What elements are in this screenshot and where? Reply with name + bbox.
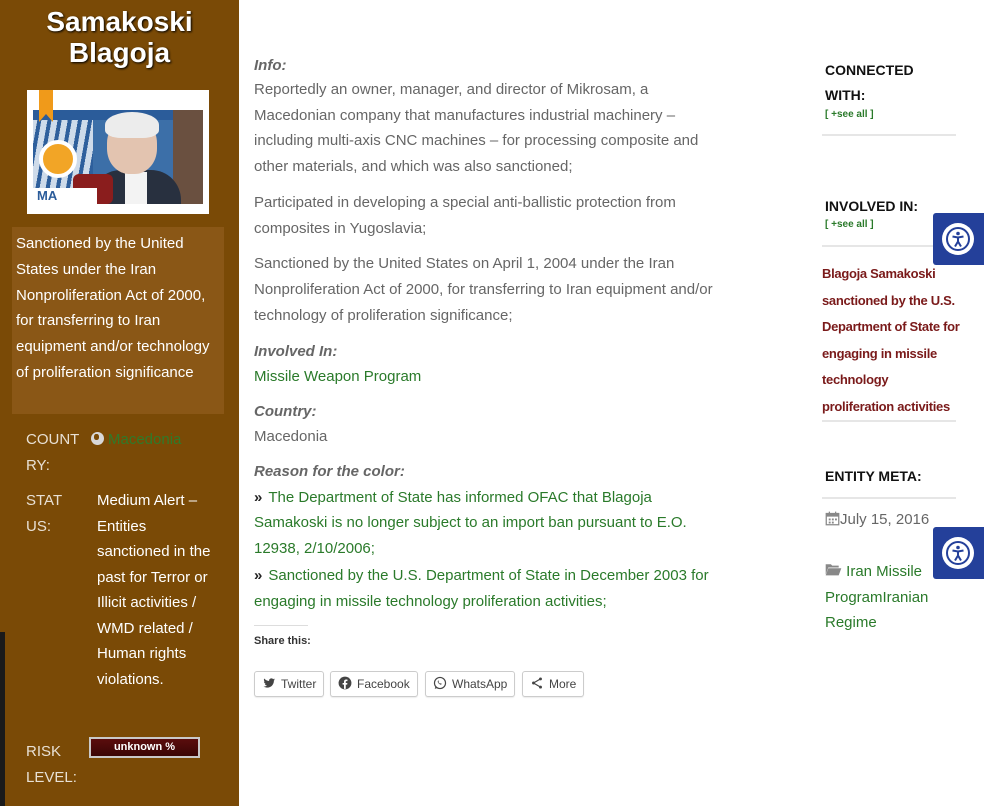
connected-heading-line2: WITH: [825, 87, 866, 103]
entity-name-line2: Blagoja [68, 37, 171, 68]
involved-description[interactable]: Blagoja Samakoski sanctioned by the U.S. Department of State for engaging in missile technology proliferation activities [822, 266, 960, 414]
status-label-2: US: [26, 517, 52, 535]
facebook-icon [338, 676, 352, 690]
entity-category[interactable] [825, 559, 950, 636]
entity-meta-heading: ENTITY META: [825, 468, 922, 484]
entity-summary: Sanctioned by the United States under the Iran Nonproliferation Act of 2000, for transferring to Iran equipment and/or technology of proliferation significance [12, 227, 224, 414]
status-value: Medium Alert – Entities sanctioned in the past for Terror or Illicit activities / WMD related / Human rights violations. [97, 492, 211, 688]
share-divider [254, 625, 308, 626]
folder-icon [825, 563, 842, 576]
twitter-label: Twitter [281, 677, 317, 691]
entity-details [254, 54, 714, 647]
entity-photo [27, 90, 209, 214]
facebook-label: Facebook [357, 677, 410, 691]
reason-item-2[interactable] [254, 563, 714, 614]
info-label: Info: [254, 57, 287, 74]
risk-label-2: LEVEL: [26, 768, 77, 786]
connected-divider [822, 134, 956, 136]
bullet-arrow-icon: » [254, 488, 263, 506]
info-paragraph-1: Reportedly an owner, manager, and director of Mikrosam, a Macedonian company that manufactures industrial machinery – including multi-axis CNC machines – for processing composite and other materials, and which was also sanctioned; [254, 81, 699, 176]
share-title: Share this: [254, 635, 311, 648]
connected-heading-line1: CONNECTED [825, 62, 914, 78]
involved-see-all-link[interactable]: [ +see all ] [825, 219, 874, 230]
twitter-share-button[interactable] [254, 671, 324, 697]
bullet-arrow-icon: » [254, 566, 263, 584]
whatsapp-label: WhatsApp [452, 677, 508, 691]
reason-text-2[interactable]: Sanctioned by the U.S. Department of State in December 2003 for engaging in missile technology proliferation activities; [254, 566, 709, 610]
accessibility-button-2[interactable] [933, 527, 984, 579]
accessibility-icon [946, 541, 970, 565]
country-label [26, 427, 79, 478]
sidebar-edge [0, 632, 5, 806]
involved-bottom-divider [822, 420, 956, 422]
risk-label-1: RISK [26, 743, 62, 760]
connected-heading [825, 58, 914, 108]
entity-name-line1: Samakoski [46, 6, 193, 37]
involved-link[interactable]: Missile Weapon Program [254, 368, 422, 386]
reason-text-1[interactable]: The Department of State has informed OFAC that Blagoja Samakoski is no longer subject to an import ban pursuant to E.O. 12938, 2/10/2006; [254, 488, 687, 558]
meta-divider [822, 497, 956, 499]
whatsapp-icon [433, 676, 447, 690]
risk-level-bar: unknown % [89, 737, 200, 758]
photo-caption: MA [33, 188, 97, 204]
country-link[interactable]: Macedonia [108, 431, 182, 448]
involved-label: Involved In: [254, 343, 338, 361]
facebook-share-button[interactable] [330, 671, 418, 697]
category-link[interactable]: Iran Missile ProgramIranian Regime [825, 563, 929, 631]
more-share-button[interactable] [522, 671, 584, 697]
info-paragraph-2: Participated in developing a special anti-ballistic protection from composites in Yugoslavia; [254, 193, 676, 237]
twitter-icon [262, 676, 276, 690]
country-heading: Country: [254, 403, 317, 421]
entity-photo-image [33, 110, 203, 204]
country-label-1: COUNT [26, 431, 80, 448]
entity-name [0, 6, 239, 68]
reason-label: Reason for the color: [254, 462, 405, 480]
country-value[interactable] [91, 427, 181, 453]
share-icon [530, 676, 544, 690]
involved-heading: INVOLVED IN: [825, 198, 919, 214]
globe-icon [91, 432, 104, 445]
status-label-1: STAT [26, 492, 63, 509]
accessibility-icon [946, 227, 970, 251]
accessibility-button[interactable] [933, 213, 984, 265]
more-label: More [549, 677, 577, 691]
country-text: Macedonia [254, 428, 328, 446]
entity-date-text: July 15, 2016 [840, 511, 930, 528]
calendar-icon [825, 511, 840, 526]
info-paragraph-3: Sanctioned by the United States on April 1, 2004 under the Iran Nonproliferation Act of 2000, for transferring to Iran equipment and/or technology of proliferation significance; [254, 255, 713, 324]
risk-label [26, 739, 77, 790]
entity-date [825, 507, 929, 533]
reason-item-1[interactable] [254, 485, 714, 562]
connected-see-all-link[interactable]: [ +see all ] [825, 109, 874, 120]
status-label [26, 488, 62, 539]
country-label-2: RY: [26, 456, 50, 474]
whatsapp-share-button[interactable] [425, 671, 515, 697]
